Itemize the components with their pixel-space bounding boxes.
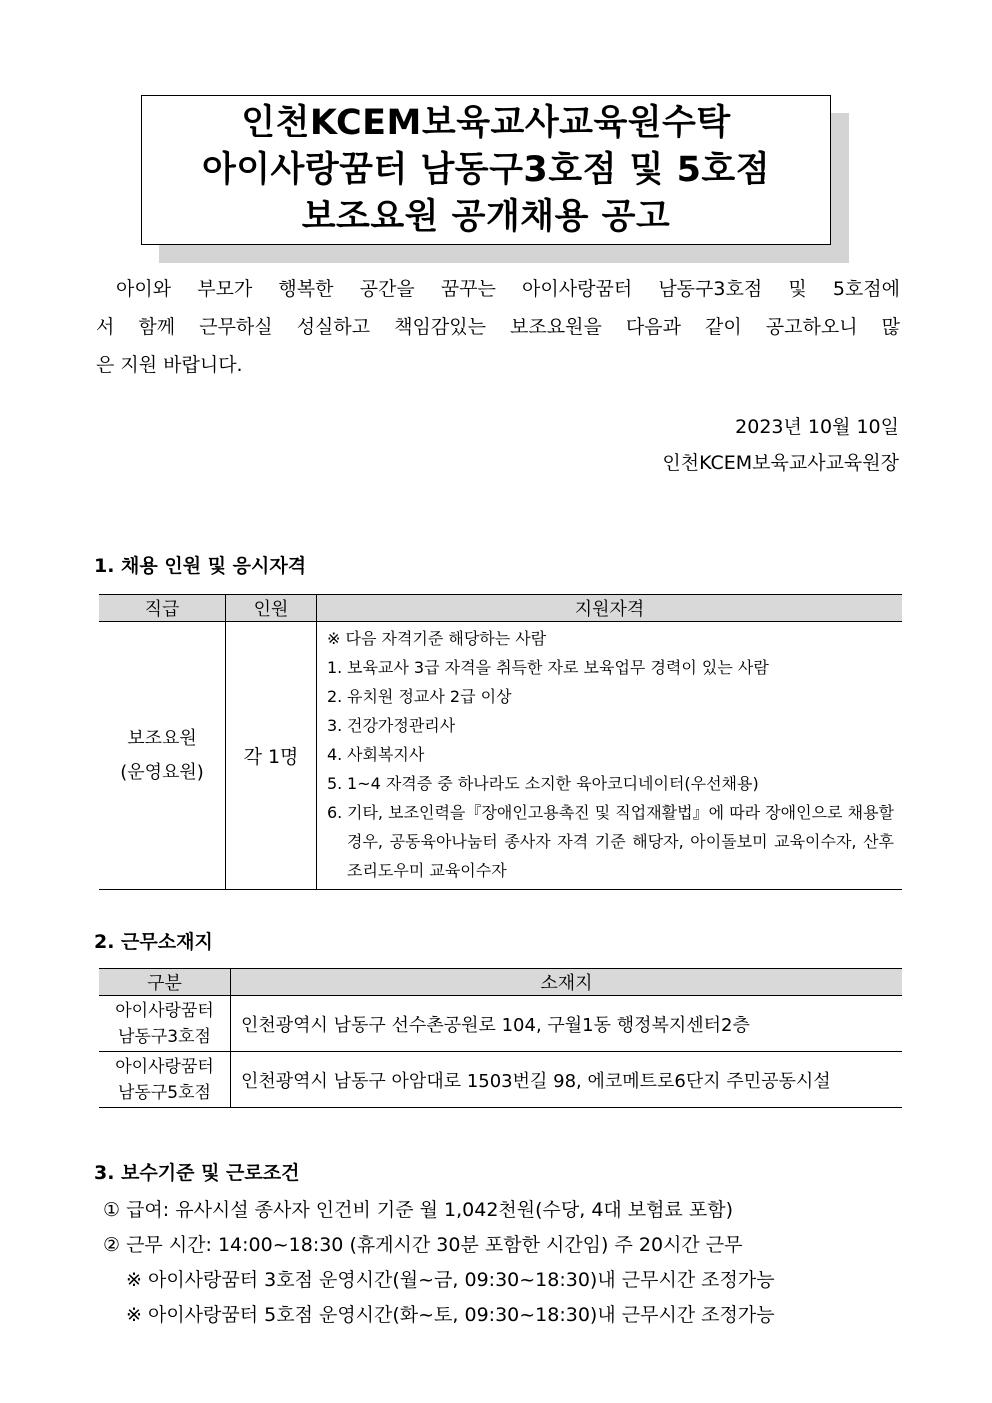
hours-note-3: ※ 아이사랑꿈터 3호점 운영시간(월~금, 09:30~18:30)내 근무시간 조정가능: [126, 1269, 775, 1291]
item-text: 건강가정관리사: [347, 716, 456, 735]
item-text: 1~4 자격증 중 하나라도 소지한 육아코디네이터(우선채용): [347, 774, 759, 793]
location-name-line-1: 아이사랑꿈터: [115, 1056, 214, 1077]
item-text: 사회복지사: [347, 745, 425, 764]
location-address: 인천광역시 남동구 아암대로 1503번길 98, 에코메트로6단지 주민공동시설: [231, 1052, 903, 1108]
location-name: [99, 996, 231, 1052]
item-number: 5.: [327, 774, 343, 793]
qualification-item: [327, 682, 894, 711]
location-table: [99, 968, 902, 1108]
hours-note-5: ※ 아이사랑꿈터 5호점 운영시간(화~토, 09:30~18:30)내 근무시간 조정가능: [126, 1304, 775, 1326]
item-text: 보육교사 3급 자격을 취득한 자로 보육업무 경력이 있는 사람: [347, 658, 769, 677]
header-qualification: 지원자격: [317, 595, 903, 622]
count-cell: 각 1명: [226, 622, 317, 890]
qualification-header-row: [99, 595, 902, 622]
section3-title: 3. 보수기준 및 근로조건: [94, 1162, 300, 1184]
item-number: 4.: [327, 745, 343, 764]
salary-line: ① 급여: 유사시설 종사자 인건비 기준 월 1,042천원(수당, 4대 보험료 포함): [103, 1199, 734, 1221]
intro-paragraph: [96, 270, 900, 384]
intro-line-2: 서 함께 근무하실 성실하고 책임감있는 보조요원을 다음과 같이 공고하오니 많: [96, 316, 900, 338]
qualification-cell: [317, 622, 903, 890]
section1-title: 1. 채용 인원 및 응시자격: [94, 555, 307, 577]
location-name-line-2: 남동구5호점: [118, 1082, 211, 1103]
item-number: 2.: [327, 687, 343, 706]
work-hours-line: ② 근무 시간: 14:00~18:30 (휴게시간 30분 포함한 시간임) 주 20시간 근무: [103, 1234, 743, 1256]
title-line-1: 인천KCEM보육교사교육원수탁: [241, 102, 731, 143]
rank-line-2: (운영요원): [120, 761, 204, 783]
qualification-item: [327, 711, 894, 740]
location-row: [99, 1052, 902, 1108]
item-number: 6.: [327, 803, 343, 822]
qualification-item: [327, 798, 894, 885]
location-name-line-1: 아이사랑꿈터: [115, 1000, 214, 1021]
header-count: 인원: [226, 595, 317, 622]
header-address: 소재지: [231, 969, 903, 996]
location-row: [99, 996, 902, 1052]
intro-line-1: 아이와 부모가 행복한 공간을 꿈꾸는 아이사랑꿈터 남동구3호점 및 5호점에: [116, 278, 900, 300]
item-text: 유치원 정교사 2급 이상: [347, 687, 512, 706]
location-name-line-2: 남동구3호점: [118, 1026, 211, 1047]
location-header-row: [99, 969, 902, 996]
title-line-2: 아이사랑꿈터 남동구3호점 및 5호점: [201, 149, 771, 190]
item-number: 3.: [327, 716, 343, 735]
notice-date: 2023년 10월 10일: [735, 416, 899, 438]
qualification-note: ※ 다음 자격기준 해당하는 사람: [327, 629, 547, 648]
title-box: [141, 95, 831, 245]
qualification-item: [327, 769, 894, 798]
item-number: 1.: [327, 658, 343, 677]
qualification-row: [99, 622, 902, 890]
rank-cell: [99, 622, 226, 890]
intro-line-3: 은 지원 바랍니다.: [96, 354, 243, 376]
header-division: 구분: [99, 969, 231, 996]
title-line-3: 보조요원 공개채용 공고: [301, 196, 671, 237]
header-rank: 직급: [99, 595, 226, 622]
title-frame: [141, 95, 831, 245]
qualification-item: [327, 653, 894, 682]
rank-line-1: 보조요원: [127, 727, 197, 749]
item-text: 기타, 보조인력을『장애인고용촉진 및 직업재활법』에 따라 장애인으로 채용할 경우, 공동육아나눔터 종사자 자격 기준 해당자, 아이돌보미 교육이수자, 산후조리도우미 교육이수자: [347, 803, 894, 880]
location-address: 인천광역시 남동구 선수촌공원로 104, 구월1동 행정복지센터2층: [231, 996, 903, 1052]
organization-name: 인천KCEM보육교사교육원장: [662, 452, 899, 474]
location-name: [99, 1052, 231, 1108]
section2-title: 2. 근무소재지: [94, 931, 213, 953]
qualification-item: [327, 740, 894, 769]
qualification-table: [99, 594, 902, 890]
